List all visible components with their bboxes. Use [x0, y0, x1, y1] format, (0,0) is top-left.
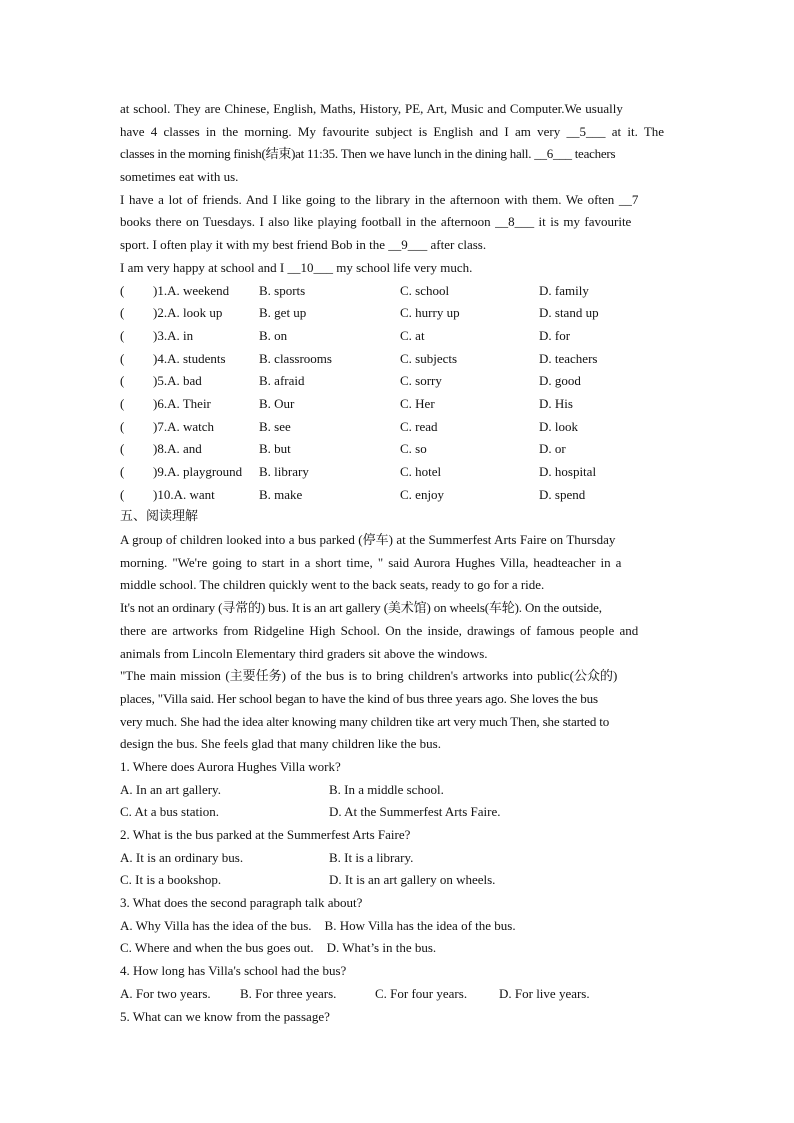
option-b: B. see [259, 418, 291, 434]
option-d: D. At the Summerfest Arts Faire. [329, 804, 501, 820]
option-a: )4.A. students [153, 350, 226, 366]
question-options [120, 779, 674, 802]
option-b: B. on [259, 327, 288, 343]
option-d: D. for [539, 327, 571, 343]
answer-paren: ( [120, 395, 125, 411]
question-stem: 3. What does the second paragraph talk about? [120, 895, 363, 911]
passage-line: have 4 classes in the morning. My favourite subject is English and I am very __5___ at it. The [120, 123, 665, 139]
passage-line: It's not an ordinary (寻常的) bus. It is an art gallery (美术馆) on wheels(车轮). On the outside, [120, 600, 602, 616]
option-b: B. It is a library. [329, 849, 414, 865]
reading-passage [120, 529, 674, 756]
option-row [120, 348, 674, 371]
option-d: D. family [539, 282, 589, 298]
question-options [120, 983, 674, 1006]
option-b: B. but [259, 441, 291, 457]
option-row [120, 484, 674, 507]
option-c: C. at [400, 327, 425, 343]
option-c: C. subjects [400, 350, 458, 366]
passage-line: sport. I often play it with my best friend Bob in the __9___ after class. [120, 237, 487, 253]
answer-paren: ( [120, 305, 125, 321]
question-stem: 1. Where does Aurora Hughes Villa work? [120, 758, 341, 774]
option-d: D. It is an art gallery on wheels. [329, 872, 496, 888]
option-c: C. so [400, 441, 427, 457]
passage-line: middle school. The children quickly went to the back seats, ready to go for a ride. [120, 577, 545, 593]
option-d: D. stand up [539, 305, 599, 321]
option-a: )5.A. bad [153, 373, 202, 389]
option-d: D. His [539, 395, 573, 411]
option-c: C. read [400, 418, 438, 434]
passage-line: morning. "We're going to start in a short time, " said Aurora Hughes Villa, headteacher in a [120, 554, 622, 570]
passage-line: at school. They are Chinese, English, Maths, History, PE, Art, Music and Computer.We usually [120, 101, 623, 116]
option-row [120, 461, 674, 484]
option-a: A. It is an ordinary bus. [120, 849, 244, 865]
passage-line: there are artworks from Ridgeline High School. On the inside, drawings of famous people and [120, 622, 639, 638]
option-c: C. At a bus station. [120, 804, 219, 820]
option-a: )3.A. in [153, 327, 194, 343]
passage-line: A group of children looked into a bus parked (停车) at the Summerfest Arts Faire on Thursday [120, 532, 616, 548]
option-b: B. make [259, 486, 303, 502]
option-c: C. For four years. [375, 985, 468, 1001]
answer-paren: ( [120, 350, 125, 366]
option-a: )7.A. watch [153, 418, 215, 434]
option-d: D. good [539, 373, 581, 389]
section-heading: 五、阅读理解 [120, 509, 199, 525]
option-b: B. Our [259, 395, 295, 411]
option-a: A. For two years. [120, 985, 211, 1001]
option-a: )8.A. and [153, 441, 202, 457]
passage-line: design the bus. She feels glad that many children like the bus. [120, 736, 441, 752]
option-b: B. sports [259, 282, 306, 298]
option-d: D. look [539, 418, 578, 434]
option-d: D. For live years. [499, 985, 590, 1001]
question-stem: 4. How long has Villa's school had the bus? [120, 963, 347, 979]
passage-line: sometimes eat with us. [120, 169, 239, 185]
option-d: D. hospital [539, 464, 597, 479]
passage-line: very much. She had the idea alter knowing many children tike art very much Then, she started to [120, 713, 610, 729]
option-row [120, 280, 674, 303]
option-b: B. afraid [259, 373, 305, 389]
option-row [120, 393, 674, 416]
question-1 [120, 756, 674, 824]
option-b: B. get up [259, 305, 307, 321]
question-5 [120, 1006, 674, 1029]
option-a: )10.A. want [153, 486, 215, 502]
option-row [120, 370, 674, 393]
question-stem: 5. What can we know from the passage? [120, 1008, 330, 1024]
question-stem: 2. What is the bus parked at the Summerfest Arts Faire? [120, 827, 411, 842]
answer-paren: ( [120, 327, 125, 343]
passage-line: places, "Villa said. Her school began to have the kind of bus three years ago. She loves the bus [120, 690, 598, 706]
question-options: C. Where and when the bus goes out. D. What’s in the bus. [120, 940, 437, 956]
passage-line: animals from Lincoln Elementary third graders sit above the windows. [120, 645, 488, 661]
option-row [120, 302, 674, 325]
passage-line: books there on Tuesdays. I also like playing football in the afternoon __8___ it is my favourite [120, 214, 632, 230]
option-b: B. In a middle school. [329, 781, 444, 797]
option-c: C. school [400, 282, 450, 298]
option-b: B. For three years. [240, 985, 337, 1001]
option-a: A. In an art gallery. [120, 781, 221, 797]
passage-top [120, 98, 674, 280]
passage-line: "The main mission (主要任务) of the bus is to bring children's artworks into public(公众的) [120, 668, 618, 684]
question-4 [120, 960, 674, 1005]
question-3 [120, 892, 674, 960]
option-d: D. teachers [539, 350, 598, 366]
question-options: A. Why Villa has the idea of the bus. B. How Villa has the idea of the bus. [120, 917, 516, 933]
passage-line: I have a lot of friends. And I like going to the library in the afternoon with them. We often __7 [120, 191, 639, 207]
question-options [120, 869, 674, 892]
answer-paren: ( [120, 441, 125, 457]
document-content [120, 98, 674, 1028]
option-d: D. or [539, 441, 566, 457]
option-b: B. library [259, 464, 309, 479]
option-c: C. enjoy [400, 486, 445, 502]
option-c: C. hotel [400, 464, 442, 479]
answer-paren: ( [120, 373, 125, 389]
answer-paren: ( [120, 282, 125, 298]
option-c: C. sorry [400, 373, 442, 389]
option-c: C. hurry up [400, 305, 460, 321]
option-c: C. Her [400, 395, 435, 411]
cloze-options [120, 280, 674, 507]
option-a: )9.A. playground [153, 464, 243, 479]
passage-line: I am very happy at school and I __10___ my school life very much. [120, 259, 473, 275]
question-2 [120, 824, 674, 892]
option-row [120, 416, 674, 439]
question-options [120, 847, 674, 870]
option-c: C. It is a bookshop. [120, 872, 222, 888]
question-options [120, 801, 674, 824]
option-d: D. spend [539, 486, 586, 502]
option-b: B. classrooms [259, 350, 332, 366]
option-row [120, 438, 674, 461]
option-a: )6.A. Their [153, 395, 211, 411]
passage-line: classes in the morning finish(结束)at 11:35. Then we have lunch in the dining hall. __6___ teachers [120, 146, 616, 162]
answer-paren: ( [120, 464, 125, 479]
answer-paren: ( [120, 418, 125, 434]
answer-paren: ( [120, 486, 125, 502]
option-a: )1.A. weekend [153, 282, 230, 298]
option-a: )2.A. look up [153, 305, 223, 321]
option-row [120, 325, 674, 348]
